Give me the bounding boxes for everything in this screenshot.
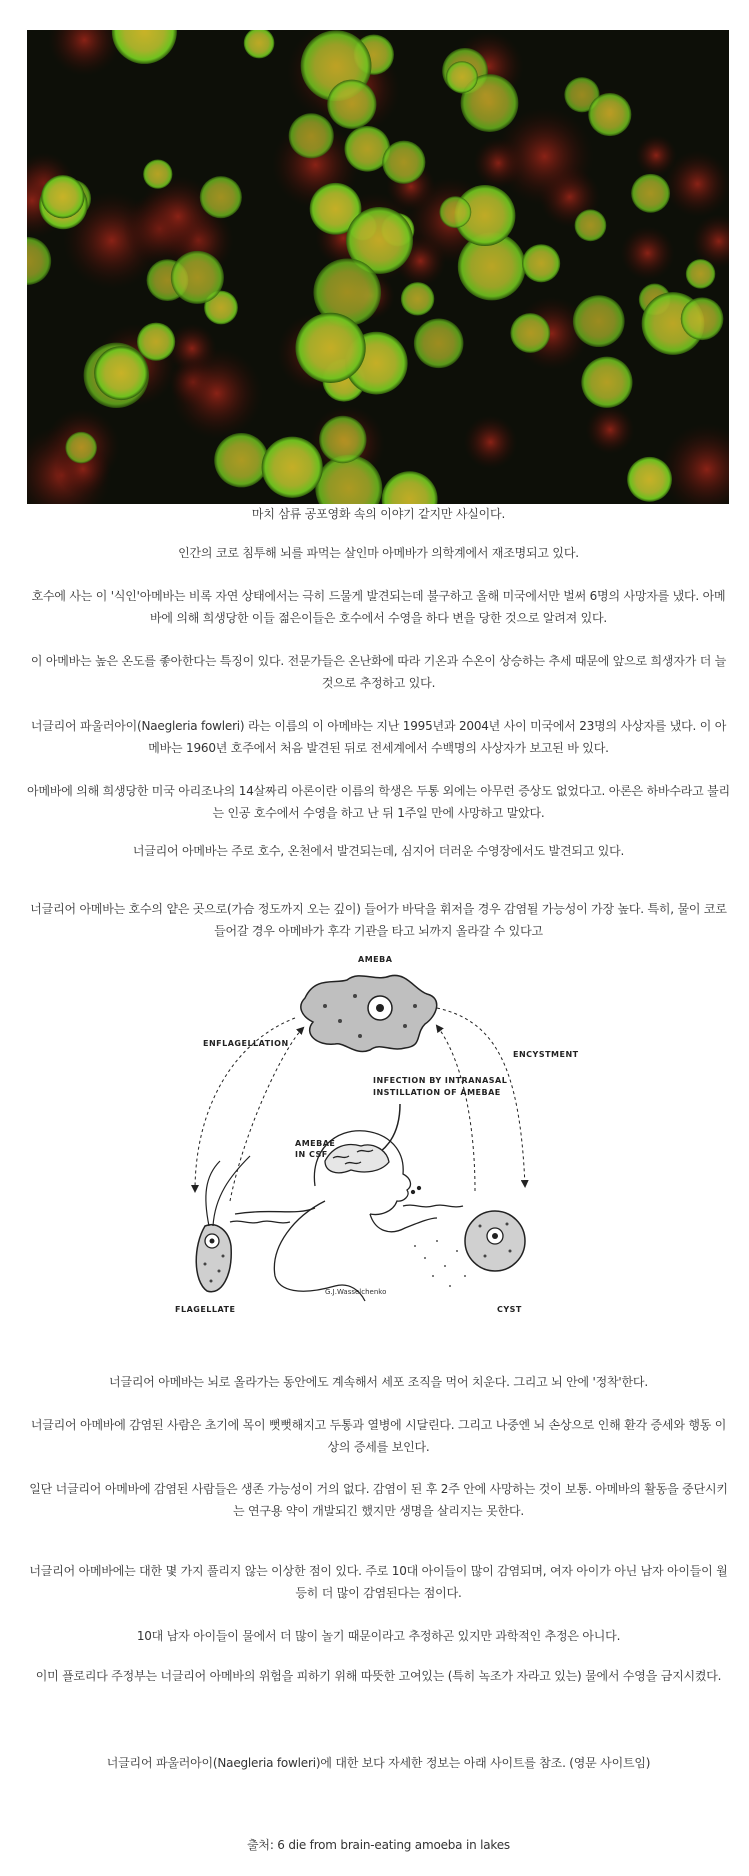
- label-infection-line1: INFECTION BY INTRANASAL: [373, 1076, 508, 1085]
- amoeba-cell: [681, 297, 724, 340]
- amoeba-cell: [289, 113, 334, 158]
- amoeba-cell: [200, 176, 242, 218]
- amoeba-cell: [214, 433, 268, 487]
- body-paragraph: 호수에 사는 이 '식인'아메바는 비록 자연 상태에서는 극히 드물게 발견되는데 불구하고 올해 미국에서만 벌써 6명의 사망자를 냈다. 아메바에 의해 희생당한 이들 젊은이들은 호수에서 수영을 하다 변을 당한 것으로 알려져 있다.: [31, 589, 726, 625]
- label-cyst: CYST: [497, 1305, 522, 1314]
- background-cell: [586, 405, 635, 454]
- amoeba-cell: [27, 237, 51, 285]
- reference-paragraph: 너글리어 파울러아이(Naegleria fowleri)에 대한 보다 자세한 정보는 아래 사이트를 참조. (영문 사이트임): [106, 1756, 651, 1770]
- label-infection-line2: INSTILLATION OF AMEBAE: [373, 1088, 501, 1097]
- amoeba-micrograph: [27, 30, 729, 504]
- amoeba-cell: [401, 282, 434, 315]
- amoeba-cell: [244, 30, 275, 58]
- amoeba-cell: [510, 313, 550, 353]
- background-cell: [464, 415, 518, 469]
- label-ameba: AMEBA: [358, 955, 393, 964]
- background-cell: [661, 424, 729, 504]
- bubbles-icon: [414, 1240, 466, 1287]
- amoeba-cell: [575, 209, 607, 241]
- amoeba-cell: [171, 251, 224, 304]
- amoeba-cell: [143, 159, 172, 188]
- body-paragraph: 이미 플로리다 주정부는 너글리어 아메바의 위험을 피하기 위해 따뜻한 고여있는 (특히 녹조가 자라고 있는) 물에서 수영을 금지시켰다.: [35, 1669, 722, 1683]
- source-credit: 출처: 6 die from brain-eating amoeba in lakes: [247, 1838, 510, 1852]
- caption-paragraph: 마치 삼류 공포영화 속의 이야기 같지만 사실이다.: [251, 507, 506, 521]
- amoeba-cell: [382, 471, 438, 504]
- amoeba-cell: [262, 437, 323, 498]
- body-paragraph: 이 아메바는 높은 온도를 좋아한다는 특징이 있다. 전문가들은 온난화에 따라 기온과 수온이 상승하는 추세 때문에 앞으로 희생자가 더 늘 것으로 추정하고 있다.: [30, 654, 727, 690]
- body-paragraph: 인간의 코로 침투해 뇌를 파먹는 살인마 아메바가 의학계에서 재조명되고 있다.: [178, 546, 579, 560]
- amoeba-cell: [319, 416, 366, 463]
- amoeba-cell: [295, 313, 365, 383]
- amoeba-cell: [382, 141, 425, 184]
- ameba-icon: [301, 975, 437, 1051]
- amoeba-cell: [581, 357, 632, 408]
- body-paragraph: 너글리어 아메바는 호수의 얕은 곳으로(가슴 정도까지 오는 깊이) 들어가 바닥을 휘저을 경우 감염될 가능성이 가장 높다. 특히, 물이 코로 들어갈 경우 아메바가 후각 기관을 타고 뇌까지 올라갈 수 있다고: [30, 902, 727, 938]
- body-paragraph: 10대 남자 아이들이 물에서 더 많이 놀기 때문이라고 추정하곤 있지만 과학적인 추정은 아니다.: [136, 1629, 621, 1643]
- body-paragraph: 너글리어 아메바는 뇌로 올라가는 동안에도 계속해서 세포 조직을 먹어 치운다. 그리고 뇌 안에 '정착'한다.: [109, 1375, 648, 1389]
- amoeba-cell: [112, 30, 177, 64]
- lifecycle-svg: [175, 946, 585, 1321]
- body-paragraph: 너글리어 아메바는 주로 호수, 온천에서 발견되는데, 심지어 더러운 수영장에서도 발견되고 있다.: [132, 844, 625, 858]
- amoeba-cell: [41, 175, 84, 218]
- amoeba-cell: [439, 196, 471, 228]
- artist-signature: G.J.Wasselchenko: [325, 1288, 387, 1296]
- background-cell: [171, 348, 263, 440]
- amoeba-cell: [573, 295, 625, 347]
- amoeba-cell: [65, 432, 97, 464]
- label-in-csf: IN CSF: [295, 1150, 328, 1159]
- background-cell: [621, 226, 675, 280]
- cyst-icon: [465, 1211, 525, 1271]
- amoeba-cell: [631, 174, 670, 213]
- amoeba-cell: [137, 323, 175, 361]
- amoeba-cell: [446, 61, 478, 93]
- amoeba-cell: [627, 457, 672, 502]
- amoeba-cell: [522, 244, 560, 282]
- background-cell: [48, 30, 120, 76]
- label-flagellate: FLAGELLATE: [175, 1305, 236, 1314]
- encystment-arrow: [437, 1008, 525, 1186]
- flagellate-icon: [196, 1156, 250, 1292]
- amoeba-cell: [327, 80, 376, 129]
- amoeba-cell: [588, 93, 631, 136]
- body-paragraph: 일단 너글리어 아메바에 감염된 사람들은 생존 가능성이 거의 없다. 감염이 된 후 2주 안에 사망하는 것이 보통. 아메바의 활동을 중단시키는 연구용 약이 개발되긴 했지만 생명을 살리지는 못한다.: [29, 1482, 728, 1518]
- amoeba-lifecycle-diagram: [175, 946, 585, 1321]
- return-arrow-right: [437, 1026, 475, 1191]
- body-paragraph: 아메바에 의해 희생당한 미국 아리조나의 14살짜리 아론이란 이름의 학생은 두통 외에는 아무런 증상도 없었다고. 아론은 하바수라고 불리는 인공 호수에서 수영을 하고 난 뒤 1주일 만에 사망하고 말았다.: [27, 784, 730, 820]
- amoeba-cell: [414, 318, 464, 368]
- body-paragraph: 너글리어 아메바에는 대한 몇 가지 풀리지 않는 이상한 점이 있다. 주로 10대 아이들이 많이 감염되며, 여자 아이가 아닌 남자 아이들이 월등히 더 많이 감염된다는 점이다.: [29, 1564, 728, 1600]
- amoeba-cell: [686, 259, 716, 289]
- body-paragraph: 너글리어 파울러아이(Naegleria fowleri) 라는 이름의 이 아메바는 지난 1995년과 2004년 사이 미국에서 23명의 사상자를 냈다. 이 아메바는 1960년 호주에서 처음 발견된 뒤로 전세계에서 수백명의 사상자가 보고된 바 있다.: [30, 719, 727, 755]
- label-amebae: AMEBAE: [295, 1139, 336, 1148]
- swimmer-icon: [230, 1131, 463, 1301]
- label-enflagellation: ENFLAGELLATION: [203, 1039, 289, 1048]
- body-paragraph: 너글리어 아메바에 감염된 사람은 초기에 목이 뻣뻣해지고 두통과 열병에 시달린다. 그리고 나중엔 뇌 손상으로 인해 환각 증세와 행동 이상의 증세를 보인다.: [30, 1418, 727, 1454]
- label-encystment: ENCYSTMENT: [513, 1050, 579, 1059]
- micrograph-svg: [27, 30, 729, 504]
- return-arrow-left: [230, 1028, 303, 1201]
- background-cell: [635, 135, 676, 176]
- amoeba-cell: [94, 346, 148, 400]
